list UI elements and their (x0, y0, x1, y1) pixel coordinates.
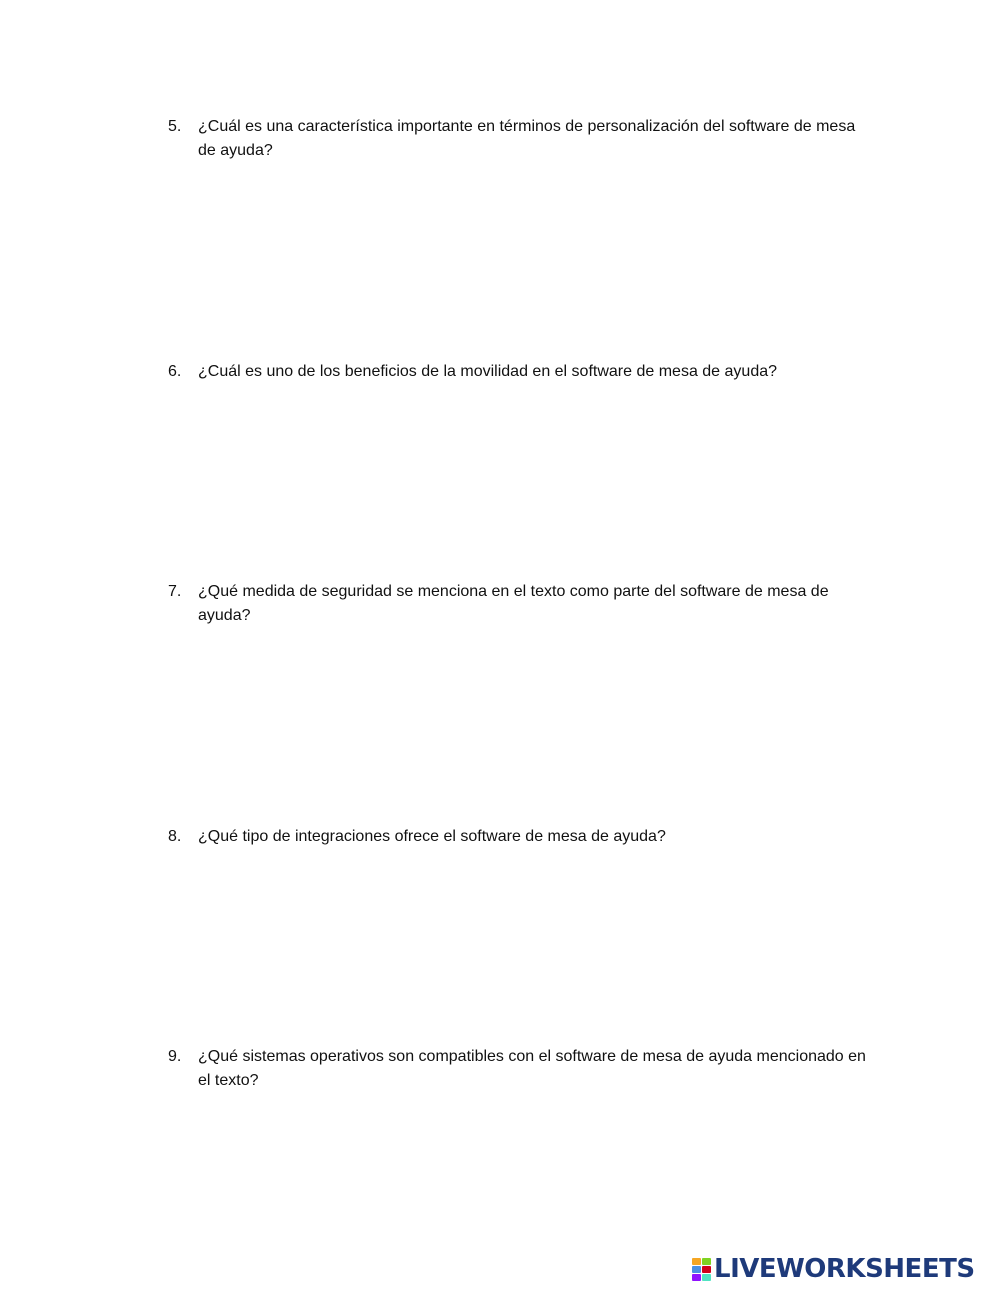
question-5 (168, 115, 868, 163)
logo-tile (692, 1266, 701, 1273)
question-number: 5. (168, 118, 182, 135)
question-number: 7. (168, 583, 182, 600)
question-number: 6. (168, 363, 182, 380)
logo-tile (692, 1274, 701, 1281)
question-number: 8. (168, 828, 182, 845)
logo-tile (702, 1266, 711, 1273)
liveworksheets-logo-icon (692, 1258, 711, 1281)
question-text: ¿Qué tipo de integraciones ofrece el software de mesa de ayuda? (198, 828, 666, 845)
logo-tile (702, 1258, 711, 1265)
question-8 (168, 825, 868, 849)
question-text: ¿Cuál es una característica importante en términos de personalización del software de mesa de ayuda? (198, 118, 856, 159)
question-9 (168, 1045, 868, 1093)
question-text: ¿Qué sistemas operativos son compatibles con el software de mesa de ayuda mencionado en el texto? (198, 1048, 866, 1089)
logo-tile (702, 1274, 711, 1281)
logo-text: LIVEWORKSHEETS (714, 1254, 975, 1284)
question-text: ¿Qué medida de seguridad se menciona en el texto como parte del software de mesa de ayuda? (198, 583, 829, 624)
liveworksheets-logo (692, 1255, 975, 1283)
question-number: 9. (168, 1048, 182, 1065)
question-6 (168, 360, 868, 384)
question-7 (168, 580, 868, 628)
logo-tile (692, 1258, 701, 1265)
question-text: ¿Cuál es uno de los beneficios de la movilidad en el software de mesa de ayuda? (198, 363, 778, 380)
